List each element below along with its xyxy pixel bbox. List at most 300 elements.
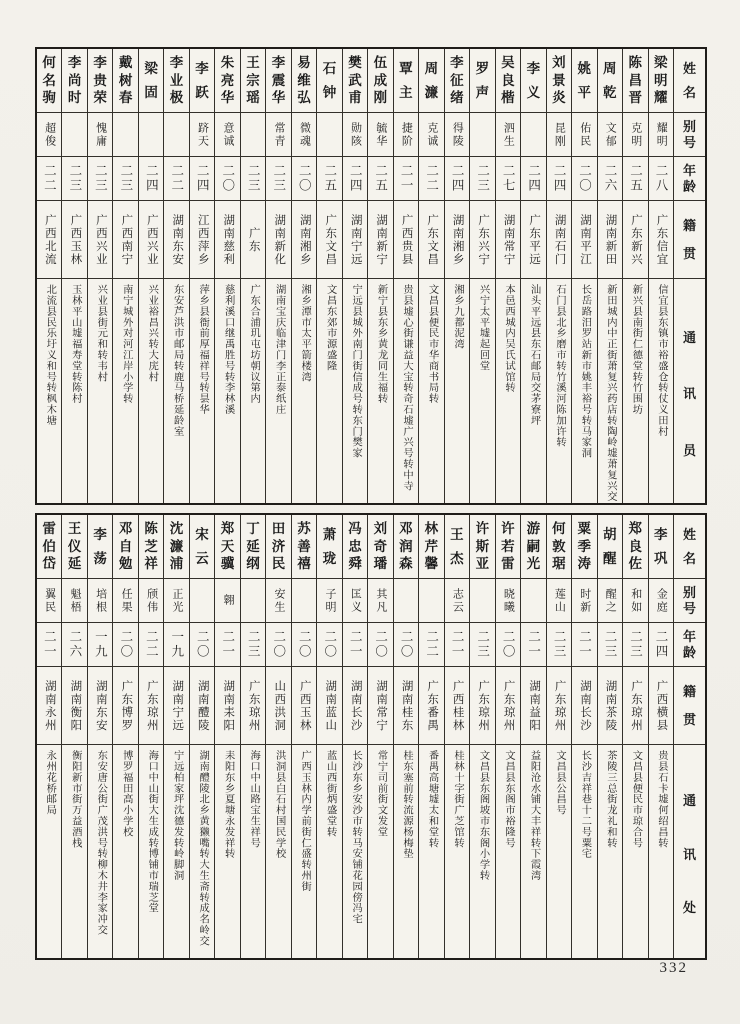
person-name-cell: 李 荡 (88, 515, 112, 579)
bottom-table-header-column (674, 515, 705, 958)
person-address-cell: 兴业裕昌兴转大庑村 (146, 284, 158, 383)
person-name-cell: 姚 平 (572, 49, 596, 113)
person-alias-cell: 昆刚 (547, 113, 571, 157)
person-origin-cell: 湖南桂东 (394, 667, 418, 745)
person-name-cell: 李 尚 时 (62, 49, 86, 113)
person-column (37, 515, 62, 958)
person-age-cell: 二四 (139, 157, 163, 201)
person-origin-cell: 广东兴宁 (470, 201, 494, 279)
person-column (649, 515, 674, 958)
person-column (164, 49, 189, 503)
person-alias-cell: 克明 (623, 113, 647, 157)
person-address-cell: 石门县北乡磨市转竹溪河陈加许转 (553, 284, 565, 448)
person-name-cell: 沈 濂 浦 (164, 515, 188, 579)
person-address-cell: 常宁司前街文发堂 (375, 750, 387, 838)
person-alias-cell: 佑民 (572, 113, 596, 157)
person-column (419, 49, 444, 503)
person-name-cell: 戴 树 春 (113, 49, 137, 113)
person-age-cell: 二〇 (317, 623, 341, 667)
person-origin-cell: 广东琼州 (139, 667, 163, 745)
person-origin-cell: 广东博罗 (113, 667, 137, 745)
person-age-cell: 二〇 (292, 157, 316, 201)
person-age-cell: 二三 (113, 157, 137, 201)
person-age-cell: 二八 (649, 157, 673, 201)
person-age-cell: 二〇 (292, 623, 316, 667)
person-age-cell: 二〇 (572, 157, 596, 201)
person-age-cell: 二〇 (113, 623, 137, 667)
person-column (343, 515, 368, 958)
person-column (394, 515, 419, 958)
person-address-cell: 长沙东乡安沙市转马安铺花园傍冯宅 (350, 750, 362, 925)
person-alias-cell: 文郁 (598, 113, 622, 157)
person-column (37, 49, 62, 503)
person-column (470, 49, 495, 503)
person-name-cell: 李 贵 荣 (88, 49, 112, 113)
person-address-cell: 信宜县东镇市裕盛仓转仗义田村 (655, 284, 667, 437)
person-alias-cell: 翼民 (37, 579, 61, 623)
person-name-cell: 李 跃 (190, 49, 214, 113)
person-origin-cell: 广东琼州 (547, 667, 571, 745)
person-column (496, 515, 521, 958)
person-name-cell: 雷 伯 岱 (37, 515, 61, 579)
person-column (266, 49, 291, 503)
person-address-cell: 海口中山路宝生祥号 (248, 750, 260, 849)
person-age-cell: 二五 (623, 157, 647, 201)
person-origin-cell: 广西南宁 (113, 201, 137, 279)
person-alias-cell (317, 113, 341, 157)
person-age-cell: 二二 (164, 157, 188, 201)
person-column (190, 515, 215, 958)
person-column (496, 49, 521, 503)
person-name-cell: 周 濂 (419, 49, 443, 113)
person-age-cell: 二三 (598, 623, 622, 667)
person-origin-cell: 湖南永州 (37, 667, 61, 745)
person-age-cell: 二〇 (215, 157, 239, 201)
person-age-cell: 二三 (241, 157, 265, 201)
person-name-cell: 粟 季 涛 (572, 515, 596, 579)
top-table (35, 47, 707, 505)
person-address-cell: 博罗福田高小学校 (120, 750, 132, 838)
directory-tables (35, 47, 707, 960)
person-alias-cell (113, 113, 137, 157)
person-column (164, 515, 189, 958)
person-age-cell: 二三 (62, 157, 86, 201)
person-alias-cell: 跻天 (190, 113, 214, 157)
person-address-cell: 湖南醴陵北乡黄獭嘴转大生斋转成名岭交 (197, 750, 209, 947)
person-origin-cell: 湖南宁远 (164, 667, 188, 745)
person-origin-cell: 广东信宜 (649, 201, 673, 279)
person-name-cell: 覃 主 (394, 49, 418, 113)
person-alias-cell (521, 579, 545, 623)
person-origin-cell: 广东 (241, 201, 265, 279)
person-name-cell: 邓 润 森 (394, 515, 418, 579)
person-alias-cell: 泗生 (496, 113, 520, 157)
person-column (649, 49, 674, 503)
person-origin-cell: 广西桂林 (445, 667, 469, 745)
person-name-cell: 李 巩 (649, 515, 673, 579)
person-alias-cell (521, 113, 545, 157)
person-alias-cell: 安生 (266, 579, 290, 623)
person-name-cell: 宋 云 (190, 515, 214, 579)
person-origin-cell: 广东平远 (521, 201, 545, 279)
person-column (62, 515, 87, 958)
person-origin-cell: 广东新兴 (623, 201, 647, 279)
person-age-cell: 二二 (139, 623, 163, 667)
person-alias-cell: 意诚 (215, 113, 239, 157)
person-address-cell: 萍乡县衙前厚福祥号转昙华 (197, 284, 209, 415)
person-age-cell: 一九 (88, 623, 112, 667)
person-address-cell: 文昌东郊市源盛隆 (324, 284, 336, 372)
person-alias-cell: 金庭 (649, 579, 673, 623)
person-age-cell: 二〇 (190, 623, 214, 667)
person-column (623, 49, 648, 503)
header-name-label: 姓 名 (674, 515, 705, 579)
person-origin-cell: 广西北流 (37, 201, 61, 279)
person-alias-cell (292, 579, 316, 623)
person-alias-cell: 魁梧 (62, 579, 86, 623)
person-alias-cell: 常青 (266, 113, 290, 157)
person-name-cell: 林 芹 馨 (419, 515, 443, 579)
person-alias-cell (241, 113, 265, 157)
person-origin-cell: 广东番禺 (419, 667, 443, 745)
person-column (598, 515, 623, 958)
person-age-cell: 二三 (623, 623, 647, 667)
person-alias-cell: 任果 (113, 579, 137, 623)
person-address-cell: 贵县石卡墟何绍昌转 (655, 750, 667, 849)
header-address-label: 通 讯 处 (682, 792, 696, 916)
person-column (317, 515, 342, 958)
person-address-cell: 宁远柏家坪沈德发转岭脚洞 (171, 750, 183, 881)
person-address-cell: 兴业县街元和转韦村 (95, 284, 107, 383)
person-address-cell: 东安芦洪市邮局转鹿马桥延龄室 (171, 284, 183, 437)
person-age-cell: 二三 (266, 157, 290, 201)
person-column (394, 49, 419, 503)
person-column (190, 49, 215, 503)
person-age-cell: 二三 (241, 623, 265, 667)
person-age-cell: 二六 (62, 623, 86, 667)
person-name-cell: 许 若 雷 (496, 515, 520, 579)
person-age-cell: 二五 (368, 157, 392, 201)
person-origin-cell: 湖南衡阳 (62, 667, 86, 745)
person-name-cell: 李 义 (521, 49, 545, 113)
person-name-cell: 田 济 民 (266, 515, 290, 579)
person-name-cell: 何 敦 琚 (547, 515, 571, 579)
person-address-cell: 洪洞县白石村国民学校 (273, 750, 285, 859)
top-table-header-column (674, 49, 705, 503)
person-address-cell: 南宁城外对河江岸小学转 (120, 284, 132, 404)
person-alias-cell: 颀伟 (139, 579, 163, 623)
person-age-cell: 二五 (317, 157, 341, 201)
header-age-label: 年 龄 (674, 623, 705, 667)
person-age-cell: 二三 (470, 157, 494, 201)
person-name-cell: 梁 固 (139, 49, 163, 113)
person-alias-cell: 时新 (572, 579, 596, 623)
person-address-cell: 衡阳新市街万益酒栈 (69, 750, 81, 849)
person-age-cell: 二四 (521, 157, 545, 201)
person-alias-cell: 毓华 (368, 113, 392, 157)
person-column (623, 515, 648, 958)
person-origin-cell: 湖南湘乡 (292, 201, 316, 279)
person-age-cell: 二四 (445, 157, 469, 201)
person-column (572, 515, 597, 958)
person-origin-cell: 广东文昌 (317, 201, 341, 279)
person-origin-cell: 广东文昌 (419, 201, 443, 279)
person-column (88, 515, 113, 958)
header-age-label: 年 龄 (674, 157, 705, 201)
person-origin-cell: 湖南慈利 (215, 201, 239, 279)
person-origin-cell: 广西玉林 (292, 667, 316, 745)
person-address-cell: 文昌县公昌号 (553, 750, 565, 816)
person-origin-cell: 湖南新化 (266, 201, 290, 279)
header-alias-label: 别 号 (674, 113, 705, 157)
person-name-cell: 邓 自 勉 (113, 515, 137, 579)
person-column (547, 515, 572, 958)
person-name-cell: 苏 善 禧 (292, 515, 316, 579)
person-age-cell: 二〇 (266, 623, 290, 667)
person-alias-cell: 醒之 (598, 579, 622, 623)
person-name-cell: 郑 良 佐 (623, 515, 647, 579)
header-address-label: 通 讯 员 (682, 329, 696, 458)
person-origin-cell: 湖南蓝山 (317, 667, 341, 745)
person-name-cell: 朱 亮 华 (215, 49, 239, 113)
person-address-cell: 广西玉林内学前街仁盛转州街 (299, 750, 311, 892)
person-address-cell: 桂东塞前转流源杨梅垫 (401, 750, 413, 859)
person-address-cell: 长沙吉祥巷十二号粟宅 (579, 750, 591, 859)
person-address-cell: 新田城内中正街萧复兴药店转陶岭墟萧复兴交 (604, 284, 616, 502)
person-address-cell: 宁远县城外南门街信成号转东门樊家 (350, 284, 362, 459)
person-name-cell: 易 维 弘 (292, 49, 316, 113)
person-address-cell: 海口中山街大生成转博铺市瑞芝堂 (146, 750, 158, 914)
person-age-cell: 二一 (572, 623, 596, 667)
person-origin-cell: 山西洪洞 (266, 667, 290, 745)
person-alias-cell: 捷阶 (394, 113, 418, 157)
person-column (343, 49, 368, 503)
person-alias-cell: 勋陔 (343, 113, 367, 157)
person-origin-cell: 广西兴业 (88, 201, 112, 279)
person-column (368, 49, 393, 503)
person-name-cell: 游 嗣 光 (521, 515, 545, 579)
person-origin-cell: 湖南新宁 (368, 201, 392, 279)
person-column (139, 515, 164, 958)
person-name-cell: 王 宗 瑶 (241, 49, 265, 113)
person-column (572, 49, 597, 503)
person-alias-cell (190, 579, 214, 623)
person-alias-cell: 志云 (445, 579, 469, 623)
person-column (292, 49, 317, 503)
person-address-cell: 永州花桥邮局 (44, 750, 56, 816)
person-age-cell: 二二 (419, 623, 443, 667)
person-origin-cell: 湖南东安 (164, 201, 188, 279)
person-origin-cell: 湖南东安 (88, 667, 112, 745)
person-name-cell: 刘 奇 璠 (368, 515, 392, 579)
person-name-cell: 王 杰 (445, 515, 469, 579)
person-address-cell: 本邑西城内吴氏试馆转 (503, 284, 514, 393)
person-column (113, 49, 138, 503)
person-age-cell: 二四 (649, 623, 673, 667)
person-origin-cell: 湖南宁远 (343, 201, 367, 279)
person-address-cell: 兴宁太平墟起回堂 (477, 284, 489, 372)
person-alias-cell: 晓曦 (496, 579, 520, 623)
person-alias-cell (419, 579, 443, 623)
person-name-cell: 冯 忠 舜 (343, 515, 367, 579)
person-origin-cell: 湖南茶陵 (598, 667, 622, 745)
person-name-cell: 李 征 绪 (445, 49, 469, 113)
person-alias-cell (241, 579, 265, 623)
person-name-cell: 李 业 极 (164, 49, 188, 113)
person-origin-cell: 湖南新田 (598, 201, 622, 279)
person-origin-cell: 广东琼州 (241, 667, 265, 745)
person-address-cell: 长岳路汨罗站新市姚丰裕号转马家洞 (579, 284, 591, 459)
person-name-cell: 梁 明 耀 (649, 49, 673, 113)
header-origin-label: 籍 贯 (674, 667, 705, 745)
person-name-cell: 郑 天 骥 (215, 515, 239, 579)
person-column (445, 515, 470, 958)
person-name-cell: 吴 良 楷 (496, 49, 520, 113)
person-name-cell: 刘 景 炎 (547, 49, 571, 113)
person-age-cell: 二〇 (394, 623, 418, 667)
person-age-cell: 二一 (521, 623, 545, 667)
person-origin-cell: 湖南石门 (547, 201, 571, 279)
person-address-cell: 湖南宝庆临津门李正泰纸庄 (273, 284, 285, 415)
person-origin-cell: 江西萍乡 (190, 201, 214, 279)
person-alias-cell: 正光 (164, 579, 188, 623)
person-column (88, 49, 113, 503)
person-address-cell: 东安唐公街广茂洪号转柳木井李家冲交 (95, 750, 107, 936)
person-age-cell: 二三 (547, 623, 571, 667)
person-name-cell: 罗 声 (470, 49, 494, 113)
person-origin-cell: 广西贵县 (394, 201, 418, 279)
person-age-cell: 一九 (164, 623, 188, 667)
person-column (241, 515, 266, 958)
person-column (139, 49, 164, 503)
person-alias-cell: 微魂 (292, 113, 316, 157)
person-alias-cell: 匡义 (343, 579, 367, 623)
person-age-cell: 二一 (37, 623, 61, 667)
person-alias-cell: 超俊 (37, 113, 61, 157)
header-name-label: 姓 名 (674, 49, 705, 113)
person-alias-cell: 耀明 (649, 113, 673, 157)
person-address-cell: 益阳沧水铺大丰祥转下霞湾 (528, 750, 540, 881)
person-alias-cell: 克诚 (419, 113, 443, 157)
person-alias-cell (394, 579, 418, 623)
person-origin-cell: 湖南耒阳 (215, 667, 239, 745)
person-alias-cell: 子明 (317, 579, 341, 623)
person-address-cell: 慈利溪口继禹胜号转李林溪 (222, 284, 234, 415)
person-name-cell: 王 仪 延 (62, 515, 86, 579)
person-age-cell: 二〇 (496, 623, 520, 667)
person-column (419, 515, 444, 958)
person-name-cell: 陈 昌 晋 (623, 49, 647, 113)
person-origin-cell: 湖南醴陵 (190, 667, 214, 745)
person-column (62, 49, 87, 503)
person-age-cell: 二四 (343, 157, 367, 201)
person-origin-cell: 湖南常宁 (496, 201, 520, 279)
person-address-cell: 湘乡潭市太平箭楼湾 (299, 284, 311, 383)
person-origin-cell: 广西玉林 (62, 201, 86, 279)
person-age-cell: 二一 (343, 623, 367, 667)
person-address-cell: 文昌县东阁市裕隆号 (503, 750, 514, 849)
person-address-cell: 文昌县便民市华商书局转 (426, 284, 438, 404)
person-address-cell: 新宁县东乡黄龙同生福转 (375, 284, 387, 404)
person-age-cell: 二二 (419, 157, 443, 201)
person-column (547, 49, 572, 503)
person-name-cell: 何 名 驹 (37, 49, 61, 113)
person-address-cell: 新兴县南街仁德堂转竹围坊 (630, 284, 642, 415)
person-alias-cell (139, 113, 163, 157)
page-number: 332 (659, 960, 688, 976)
person-address-cell: 湘乡九都泥湾 (452, 284, 464, 350)
person-alias-cell (164, 113, 188, 157)
person-name-cell: 陈 芝 祥 (139, 515, 163, 579)
person-address-cell: 蓝山西街炳盛堂转 (324, 750, 336, 838)
person-origin-cell: 湖南长沙 (343, 667, 367, 745)
person-origin-cell: 广西兴业 (139, 201, 163, 279)
person-alias-cell: 其凡 (368, 579, 392, 623)
person-age-cell: 二四 (547, 157, 571, 201)
person-address-cell: 耒阳东乡夏塘永发祥转 (222, 750, 234, 859)
person-column (113, 515, 138, 958)
person-address-cell: 文昌县东阁坡市东阁小学转 (477, 750, 489, 881)
person-age-cell: 二三 (470, 623, 494, 667)
person-age-cell: 二四 (190, 157, 214, 201)
person-column (317, 49, 342, 503)
person-alias-cell (62, 113, 86, 157)
person-alias-cell (470, 113, 494, 157)
person-name-cell: 李 震 华 (266, 49, 290, 113)
person-alias-cell: 和如 (623, 579, 647, 623)
person-origin-cell: 湖南长沙 (572, 667, 596, 745)
person-column (292, 515, 317, 958)
person-column (266, 515, 291, 958)
person-column (445, 49, 470, 503)
person-address-cell: 北流县民乐圩义和号转枫木塘 (44, 284, 56, 426)
person-column (521, 49, 546, 503)
person-address-cell: 广东合浦玑屯坊朝议第内 (248, 284, 260, 404)
person-name-cell: 石 钟 (317, 49, 341, 113)
person-address-cell: 番禺高塘墟太和堂转 (426, 750, 438, 849)
person-age-cell: 二二 (37, 157, 61, 201)
person-name-cell: 周 乾 (598, 49, 622, 113)
person-origin-cell: 湖南平江 (572, 201, 596, 279)
person-age-cell: 二〇 (368, 623, 392, 667)
person-name-cell: 伍 成 刚 (368, 49, 392, 113)
person-name-cell: 许 斯 亚 (470, 515, 494, 579)
header-alias-label: 别 号 (674, 579, 705, 623)
person-origin-cell: 湖南湘乡 (445, 201, 469, 279)
person-column (215, 515, 240, 958)
header-origin-label: 籍 贯 (674, 201, 705, 279)
person-age-cell: 二一 (445, 623, 469, 667)
person-column (241, 49, 266, 503)
person-origin-cell: 广东琼州 (470, 667, 494, 745)
bottom-table (35, 513, 707, 960)
person-origin-cell: 湖南常宁 (368, 667, 392, 745)
person-alias-cell: 莲山 (547, 579, 571, 623)
person-address-cell: 文昌县便民市琼合号 (630, 750, 642, 849)
person-name-cell: 樊 武 甫 (343, 49, 367, 113)
person-origin-cell: 广西横县 (649, 667, 673, 745)
person-address-cell: 桂林十字街广芝馆转 (452, 750, 464, 849)
person-column (470, 515, 495, 958)
person-age-cell: 二七 (496, 157, 520, 201)
person-name-cell: 丁 延 纲 (241, 515, 265, 579)
person-age-cell: 二一 (215, 623, 239, 667)
person-alias-cell (470, 579, 494, 623)
person-address-cell: 茶陵三总街龙礼和转 (604, 750, 616, 849)
person-column (368, 515, 393, 958)
person-address-cell: 贵县墟心街谦益大宝转奇石墟广兴号转中寺 (401, 284, 413, 492)
person-age-cell: 二一 (394, 157, 418, 201)
